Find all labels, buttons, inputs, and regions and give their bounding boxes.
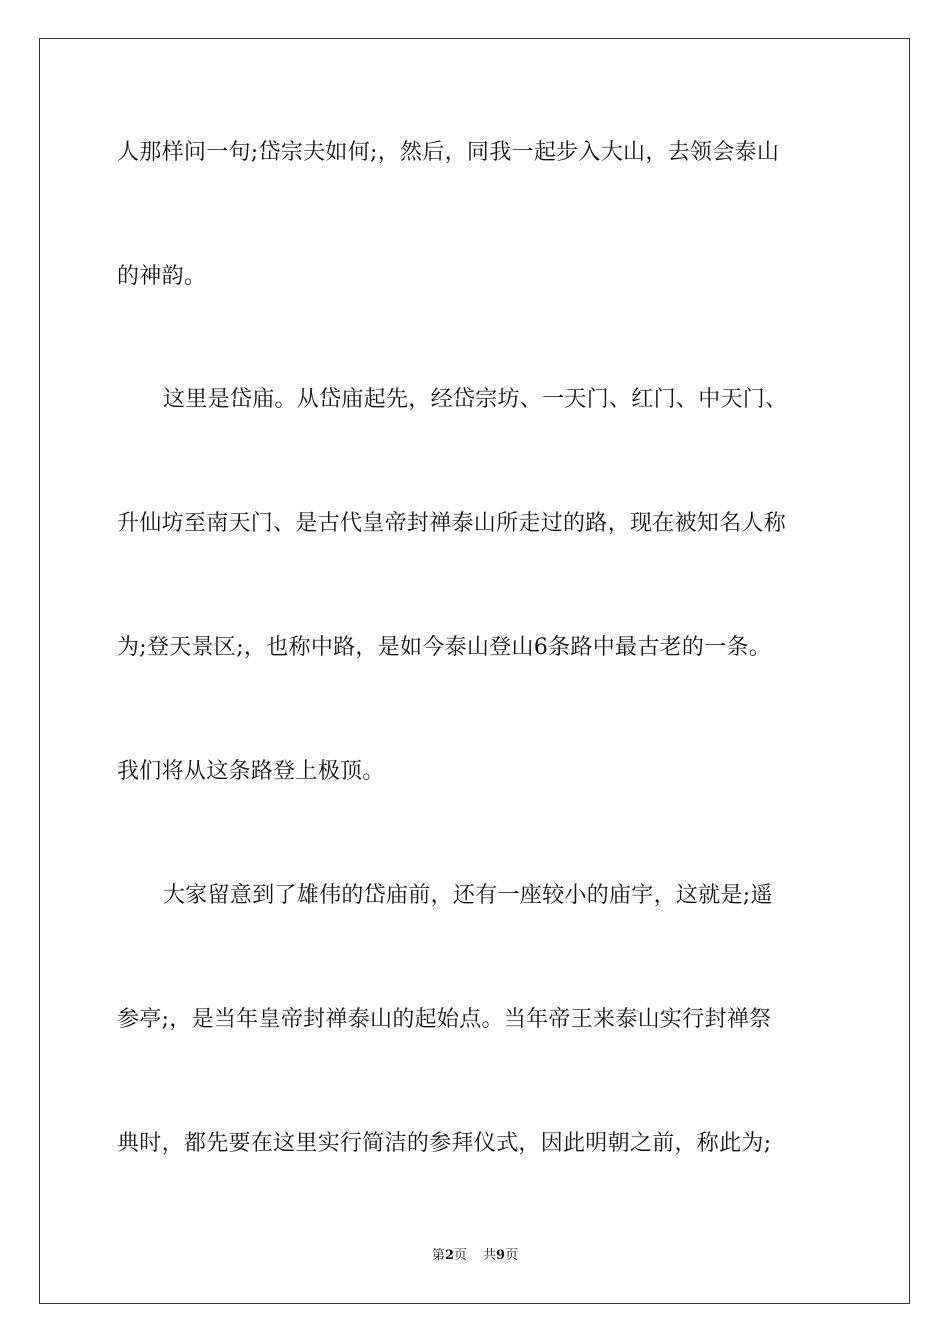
page-number: 2 xyxy=(444,1248,454,1263)
page-suffix: 页 xyxy=(453,1248,467,1263)
text-line: 的神韵。 xyxy=(117,264,207,289)
total-pages: 9 xyxy=(496,1248,506,1263)
page-border xyxy=(39,38,910,1304)
page-prefix: 第 xyxy=(431,1248,445,1263)
paragraph-start-line: 这里是岱庙。从岱庙起先，经岱宗坊、一天门、红门、中天门、 xyxy=(163,387,788,412)
text-line: 为;登天景区;，也称中路，是如今泰山登山6条路中最古老的一条。 xyxy=(117,635,772,660)
total-suffix: 页 xyxy=(505,1248,519,1263)
paragraph-start-line: 大家留意到了雄伟的岱庙前，还有一座较小的庙宇，这就是;遥 xyxy=(163,883,773,908)
text-line: 参亭;，是当年皇帝封禅泰山的起始点。当年帝王来泰山实行封禅祭 xyxy=(117,1007,772,1032)
text-line: 我们将从这条路登上极顶。 xyxy=(117,759,385,784)
text-line: 升仙坊至南天门、是古代皇帝封禅泰山所走过的路，现在被知名人称 xyxy=(117,511,787,536)
page-footer xyxy=(0,1247,950,1265)
total-prefix: 共 xyxy=(483,1248,497,1263)
text-line: 人那样问一句;岱宗夫如何;，然后，同我一起步入大山，去领会泰山 xyxy=(117,140,780,165)
text-line: 典时，都先要在这里实行简洁的参拜仪式，因此明朝之前，称此为; xyxy=(117,1131,772,1156)
